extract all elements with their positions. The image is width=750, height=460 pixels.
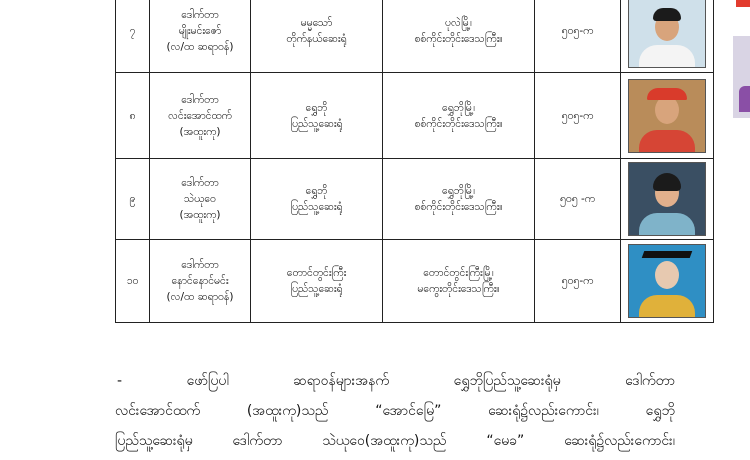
hospital-cell bbox=[251, 73, 383, 159]
table-row bbox=[116, 0, 714, 73]
hospital-cell bbox=[251, 159, 383, 240]
name-role: (အထူးကု) bbox=[179, 125, 221, 138]
photo-cell bbox=[621, 0, 714, 73]
hospital-line: ပြည်သူ့ဆေးရုံ bbox=[290, 201, 343, 213]
paragraph-word: ပြည်သူ့ဆေးရုံမှ bbox=[115, 433, 193, 449]
name-text: သဲယုဝေ bbox=[184, 193, 216, 205]
name-text: နောင်နောင်မင်း bbox=[171, 275, 229, 287]
hospital-line: တိုက်နယ်ဆေးရုံ bbox=[286, 32, 347, 45]
name-role: (လ/ထ ဆရာဝန်) bbox=[166, 40, 234, 53]
hospital-line: မမ္မသော် bbox=[300, 16, 333, 29]
township-cell bbox=[383, 240, 535, 323]
paragraph-word: ဆေးရုံ၌လည်းကောင်း၊ bbox=[488, 403, 599, 419]
township-line: ရွှေဘိုမြို့၊ bbox=[441, 101, 476, 114]
township-line: စစ်ကိုင်းတိုင်းဒေသကြီး။ bbox=[414, 117, 503, 130]
hospital-cell bbox=[251, 240, 383, 323]
doctor-name-cell bbox=[150, 159, 251, 240]
side-thumbnail-red bbox=[736, 0, 750, 7]
hospital-line: ရွှေဘို bbox=[305, 101, 328, 114]
paragraph-word: - bbox=[117, 373, 123, 389]
code-cell: ၅၀၅-က bbox=[535, 0, 621, 73]
table-row bbox=[116, 73, 714, 159]
row-number: ၈ bbox=[116, 73, 150, 159]
doctor-name-cell bbox=[150, 240, 251, 323]
paragraph-line bbox=[115, 396, 675, 426]
township-line: စစ်ကိုင်းတိုင်းဒေသကြီး။ bbox=[414, 32, 503, 45]
name-role: (လ/ထ ဆရာဝန်) bbox=[166, 291, 234, 303]
hospital-cell bbox=[251, 0, 383, 73]
township-line: ရွှေဘိုမြို့၊ bbox=[441, 185, 476, 197]
township-cell bbox=[383, 159, 535, 240]
paragraph-line bbox=[115, 366, 675, 396]
hospital-line: ရွှေဘို bbox=[305, 185, 328, 197]
name-title: ဒေါက်တာ bbox=[181, 93, 219, 106]
row-number: ၁၀ bbox=[116, 240, 150, 323]
paragraph-word: ဆေးရုံ၌လည်းကောင်း၊ bbox=[564, 433, 675, 449]
hospital-line: တောင်တွင်းကြီး bbox=[286, 267, 347, 279]
paragraph-line bbox=[115, 426, 675, 456]
doctor-roster-table bbox=[115, 0, 714, 323]
body-paragraph bbox=[115, 366, 675, 456]
paragraph-word: လင်းအောင်ထက် bbox=[115, 403, 201, 419]
township-line: တောင်တွင်းကြီးမြို့၊ bbox=[423, 267, 494, 279]
photo-cell bbox=[621, 73, 714, 159]
township-line: ပုလဲမြို့၊ bbox=[445, 16, 472, 29]
code-cell: ၅၀၅ -က bbox=[535, 159, 621, 240]
hospital-line: ပြည်သူ့ဆေးရုံ bbox=[290, 117, 343, 130]
row-number: ၉ bbox=[116, 159, 150, 240]
township-cell bbox=[383, 0, 535, 73]
name-title: ဒေါက်တာ bbox=[181, 259, 219, 271]
paragraph-word: သဲယုဝေ(အထူးကု)သည် bbox=[322, 433, 447, 449]
code-cell: ၅၀၅-က bbox=[535, 240, 621, 323]
photo-cell bbox=[621, 159, 714, 240]
red-cap-portrait-photo bbox=[628, 79, 706, 153]
doctor-name-cell bbox=[150, 0, 251, 73]
name-text: လင်းအောင်ထက် bbox=[168, 109, 232, 122]
doctor-name-cell bbox=[150, 73, 251, 159]
paragraph-word: ဒေါက်တာ bbox=[232, 433, 283, 449]
township-line: မကွေးတိုင်းဒေသကြီး။ bbox=[417, 283, 500, 295]
table-row bbox=[116, 159, 714, 240]
name-text: မျိုးမင်းဇော် bbox=[178, 24, 222, 37]
paragraph-word: ဆရာဝန်များအနက် bbox=[293, 373, 390, 389]
woman-portrait-photo bbox=[628, 162, 706, 236]
row-number: ၇ bbox=[116, 0, 150, 73]
code-cell: ၅၀၅-က bbox=[535, 73, 621, 159]
township-line: စစ်ကိုင်းတိုင်းဒေသကြီး။ bbox=[414, 201, 503, 213]
name-title: ဒေါက်တာ bbox=[181, 8, 219, 21]
township-cell bbox=[383, 73, 535, 159]
paragraph-word: “မေခ” bbox=[486, 433, 525, 449]
paragraph-word: (အထူးကု)သည် bbox=[246, 403, 329, 419]
paragraph-word: ဖော်ပြပါ bbox=[186, 373, 229, 389]
paragraph-word: ဒေါက်တာ bbox=[625, 373, 675, 389]
name-role: (အထူးကု) bbox=[179, 209, 221, 221]
doctor-portrait-photo bbox=[628, 0, 706, 68]
side-thumbnail-image bbox=[733, 36, 750, 118]
name-title: ဒေါက်တာ bbox=[181, 177, 219, 189]
table-row bbox=[116, 240, 714, 323]
paragraph-word: “အောင်မြေ” bbox=[375, 403, 442, 419]
photo-cell bbox=[621, 240, 714, 323]
graduation-portrait-photo bbox=[628, 244, 706, 318]
paragraph-word: ရွှေဘို bbox=[645, 403, 675, 419]
hospital-line: ပြည်သူ့ဆေးရုံ bbox=[290, 283, 343, 295]
paragraph-word: ရွှေဘိုပြည်သူ့ဆေးရုံမှ bbox=[453, 373, 561, 389]
